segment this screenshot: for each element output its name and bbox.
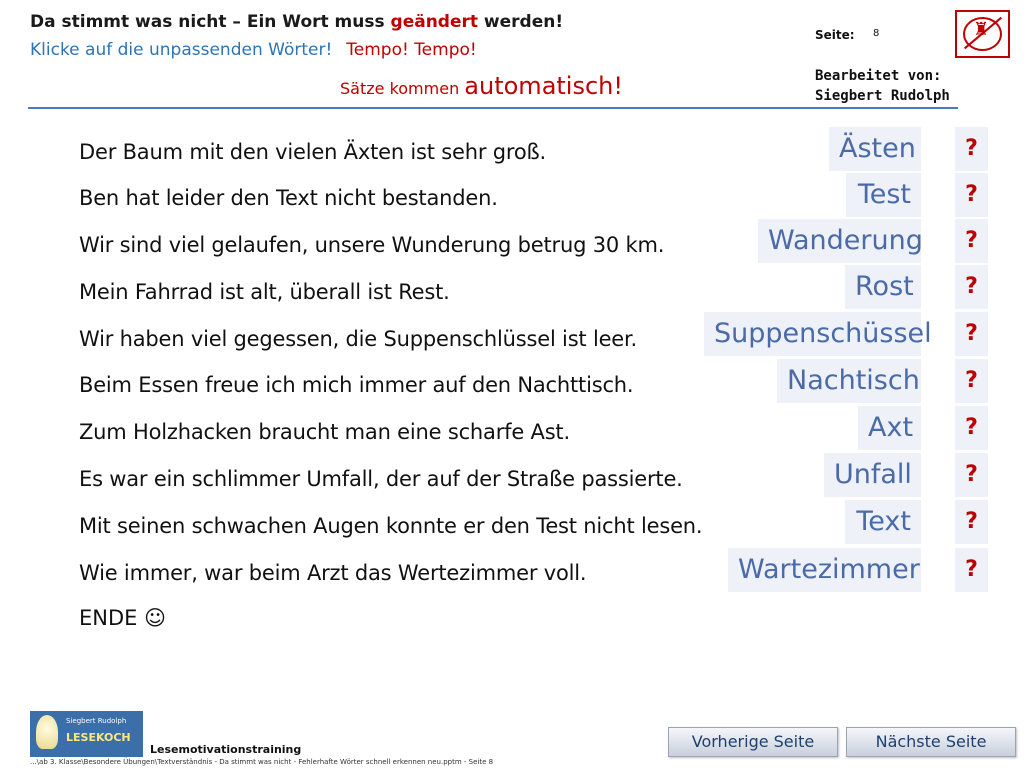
metronome-icon: ♜ [955,10,1010,58]
sentence[interactable]: Mein Fahrrad ist alt, überall ist Rest. [79,280,450,304]
reveal-button[interactable]: ? [955,127,988,171]
next-page-button[interactable]: Nächste Seite [846,727,1016,757]
reveal-button[interactable]: ? [955,312,988,356]
page-title [30,12,563,32]
sentence[interactable]: Der Baum mit den vielen Äxten ist sehr groß. [79,140,547,164]
page-number: 8 [873,28,880,39]
answer-word: Rost [845,265,921,309]
author-info [815,66,950,106]
author-label: Bearbeitet von: [815,68,942,84]
title-suffix: werden! [478,12,564,32]
answer-word: Text [845,500,921,544]
sentence[interactable]: Mit seinen schwachen Augen konnte er den Test nicht lesen. [79,514,703,538]
answer-word: Suppenschüssel [704,312,921,356]
reveal-button[interactable]: ? [955,500,988,544]
auto-note [340,72,623,100]
sentence[interactable]: Zum Holzhacken braucht man eine scharfe Ast. [79,420,570,444]
logo-author: Siegbert Rudolph [66,717,127,725]
auto-note-big: automatisch! [464,72,624,100]
reveal-button[interactable]: ? [955,265,988,309]
lesekoch-logo [30,711,143,757]
answer-word: Test [846,173,921,217]
title-highlight: geändert [390,12,479,32]
reveal-button[interactable]: ? [955,359,988,403]
instruction [30,40,477,60]
lightbulb-icon [36,715,58,749]
answer-word: Axt [858,406,921,450]
sentence[interactable]: Wir sind viel gelaufen, unsere Wunderung betrug 30 km. [79,233,665,257]
reveal-button[interactable]: ? [955,453,988,497]
auto-note-small: Sätze kommen [340,79,465,98]
reveal-button[interactable]: ? [955,548,988,592]
answer-word: Ästen [829,127,921,171]
answer-word: Wanderung [758,219,921,263]
sentence[interactable]: Ben hat leider den Text nicht bestanden. [79,186,498,210]
answer-word: Nachtisch [777,359,921,403]
page-label: Seite: [815,28,855,42]
sentence[interactable]: Wie immer, war beim Arzt das Wertezimmer voll. [79,561,587,585]
answer-word: Wartezimmer [728,548,921,592]
logo-brand: LESEKOCH [66,731,131,744]
tempo-text: Tempo! Tempo! [346,40,477,60]
reveal-button[interactable]: ? [955,173,988,217]
file-path: ...\ab 3. Klasse\Besondere Übungen\Textverständnis - Da stimmt was nicht - Fehlerhafte Wörter schnell erkennen neu.pptm - Seite 8 [30,758,494,766]
sentence[interactable]: Es war ein schlimmer Umfall, der auf der Straße passierte. [79,467,683,491]
instruction-text: Klicke auf die unpassenden Wörter! [30,40,333,60]
sentence[interactable]: Wir haben viel gegessen, die Suppenschlüssel ist leer. [79,327,637,351]
author-name: Siegbert Rudolph [815,88,950,104]
reveal-button[interactable]: ? [955,406,988,450]
footer-title: Lesemotivationstraining [150,743,302,756]
header-divider [28,107,958,109]
sentence[interactable]: Beim Essen freue ich mich immer auf den Nachttisch. [79,373,634,397]
previous-page-button[interactable]: Vorherige Seite [668,727,838,757]
end-label: ENDE ☺ [79,606,166,630]
title-prefix: Da stimmt was nicht – Ein Wort muss [30,12,391,32]
answer-word: Unfall [824,453,921,497]
reveal-button[interactable]: ? [955,219,988,263]
